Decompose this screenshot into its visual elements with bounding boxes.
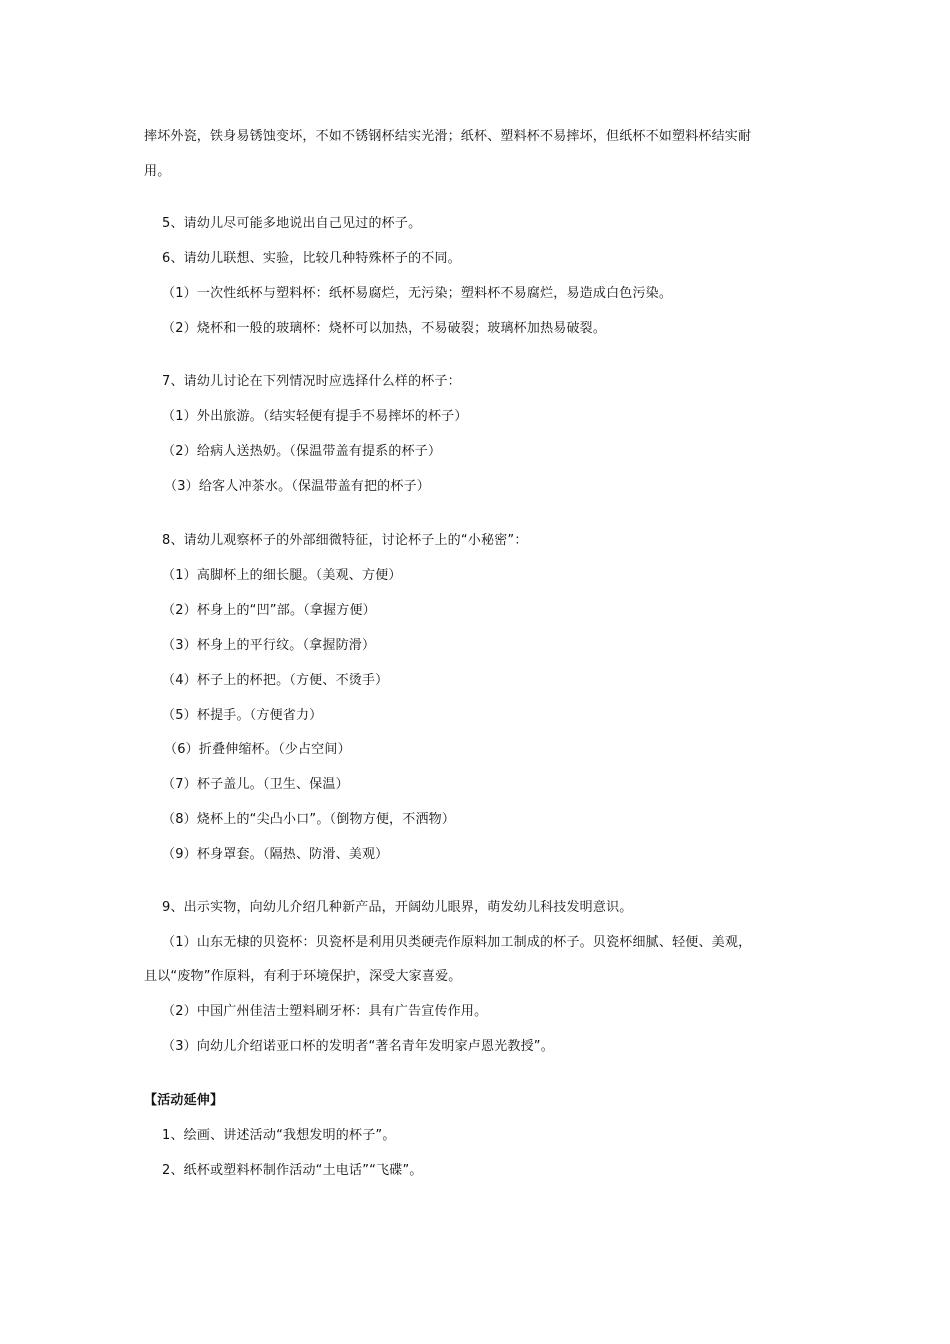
sub-item: （7）杯子盖儿。（卫生、保温） — [162, 777, 349, 792]
sub-item: （2）烧杯和一般的玻璃杯：烧杯可以加热，不易破裂；玻璃杯加热易破裂。 — [162, 321, 607, 336]
sub-item: （6）折叠伸缩杯。（少占空间） — [164, 742, 351, 757]
sub-item: （3）给客人冲茶水。（保温带盖有把的杯子） — [164, 479, 430, 494]
paragraph-line: 摔坏外瓷，铁身易锈蚀变坏，不如不锈钢杯结实光滑；纸杯、塑料杯不易摔坏，但纸杯不如塑料杯结实耐 — [144, 129, 752, 144]
sub-item: （1）高脚杯上的细长腿。（美观、方便） — [162, 568, 402, 583]
sub-item: （2）中国广州佳洁士塑料刷牙杯：具有广告宣传作用。 — [162, 1004, 488, 1019]
paragraph-line: 用。 — [144, 164, 171, 179]
sub-item: （2）杯身上的“凹”部。（拿握方便） — [162, 603, 376, 618]
sub-item: （9）杯身罩套。（隔热、防滑、美观） — [162, 847, 389, 862]
list-item-5: 5、请幼儿尽可能多地说出自己见过的杯子。 — [162, 216, 422, 231]
section-heading: 【活动延伸】 — [144, 1093, 224, 1108]
sub-item: （1）山东无棣的贝瓷杯：贝瓷杯是利用贝类硬壳作原料加工制成的杯子。贝瓷杯细腻、轻便、美观， — [162, 935, 752, 950]
list-item-6: 6、请幼儿联想、实验，比较几种特殊杯子的不同。 — [162, 251, 461, 266]
list-item-1: 1、绘画、讲述活动“我想发明的杯子”。 — [162, 1128, 396, 1143]
paragraph-line: 且以“废物”作原料，有利于环境保护，深受大家喜爱。 — [144, 969, 462, 984]
sub-item: （3）向幼儿介绍诺亚口杯的发明者“著名青年发明家卢恩光教授”。 — [162, 1039, 554, 1054]
sub-item: （3）杯身上的平行纹。（拿握防滑） — [162, 638, 376, 653]
sub-item: （4）杯子上的杯把。（方便、不烫手） — [162, 673, 389, 688]
list-item-2: 2、纸杯或塑料杯制作活动“土电话”“飞碟”。 — [162, 1163, 423, 1178]
sub-item: （2）给病人送热奶。（保温带盖有提系的杯子） — [162, 444, 442, 459]
sub-item: （1）一次性纸杯与塑料杯：纸杯易腐烂，无污染；塑料杯不易腐烂，易造成白色污染。 — [162, 286, 673, 301]
sub-item: （8）烧杯上的“尖凸小口”。（倒物方便，不洒物） — [162, 812, 456, 827]
sub-item: （1）外出旅游。（结实轻便有提手不易摔坏的杯子） — [162, 409, 468, 424]
list-item-9: 9、出示实物，向幼儿介绍几种新产品，开阔幼儿眼界，萌发幼儿科技发明意识。 — [162, 900, 633, 915]
list-item-7: 7、请幼儿讨论在下列情况时应选择什么样的杯子： — [162, 374, 461, 389]
list-item-8: 8、请幼儿观察杯子的外部细微特征，讨论杯子上的“小秘密”： — [162, 533, 528, 548]
sub-item: （5）杯提手。（方便省力） — [162, 708, 323, 723]
